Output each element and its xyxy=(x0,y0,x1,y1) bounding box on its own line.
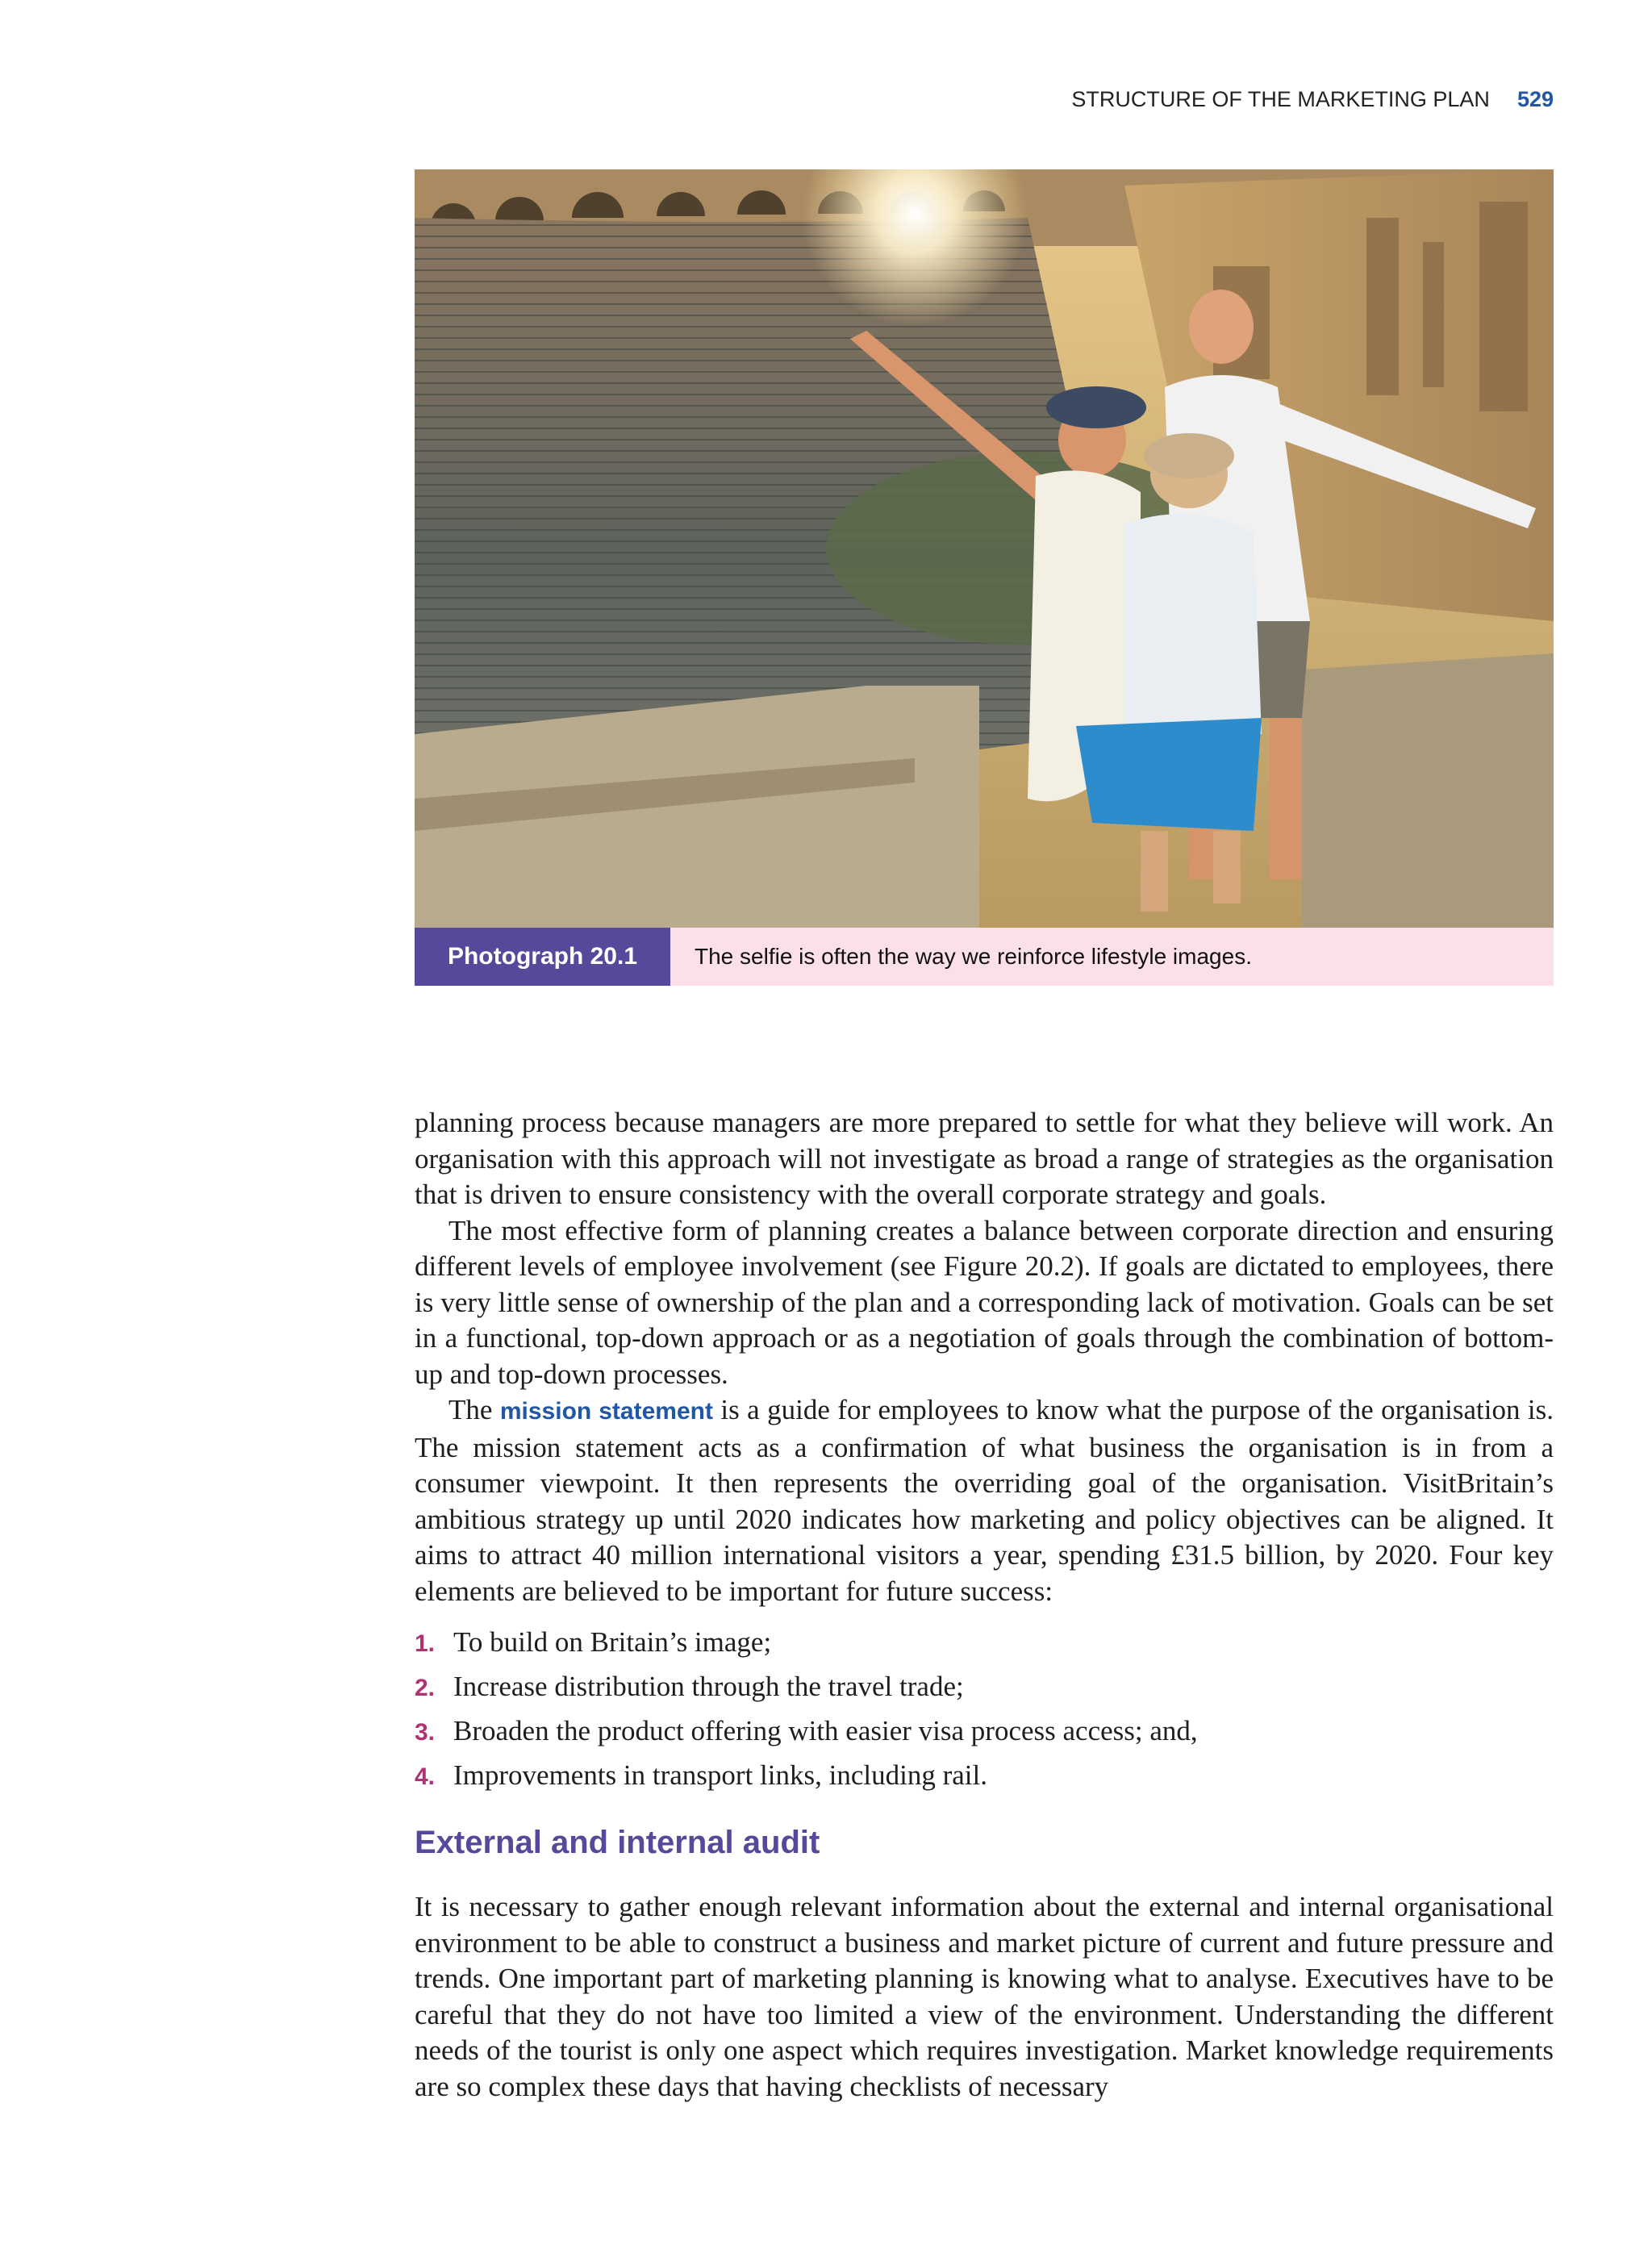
paragraph: It is necessary to gather enough relevant information about the external and internal organisational environment to be able to construct a business and market picture of current and future pressure and trends. One important part of marketing planning is knowing what to analyse. Executives have to be careful that they do not have too limited a view of the environment. Understanding the different needs of the tourist is only one aspect which requires investigation. Market knowledge requirements are so complex these days that having checklists of necessary xyxy=(415,1891,1554,2102)
list-number: 4. xyxy=(415,1763,436,1790)
key-term-mission-statement[interactable]: mission statement xyxy=(499,1398,713,1425)
list-number: 2. xyxy=(415,1675,436,1701)
paragraph-lead: The xyxy=(448,1394,493,1425)
list-text: To build on Britain’s image; xyxy=(453,1626,772,1658)
list-text: Improvements in transport links, including rail. xyxy=(453,1759,987,1791)
list-item xyxy=(415,1671,1554,1715)
paragraph-mission xyxy=(415,1392,1554,1609)
caption-label: Photograph 20.1 xyxy=(415,928,670,986)
caption-text: The selfie is often the way we reinforce lifestyle images. xyxy=(695,944,1252,969)
list-text: Increase distribution through the travel trade; xyxy=(453,1671,964,1702)
list-item xyxy=(415,1759,1554,1804)
paragraph-rest: is a guide for employees to know what the purpose of the organisation is. The mission statement acts as a confirmation of what business the organisation is in from a consumer viewpoint. It then represents the overriding goal of the organisation. VisitBritain’s ambitious strategy up until 2020 indicates how marketing and policy objectives can be aligned. It aims to attract 40 million international visitors a year, spending £31.5 billion, by 2020. Four key elements are believed to be important for future success: xyxy=(415,1394,1554,1607)
list-number: 3. xyxy=(415,1719,436,1746)
list-number: 1. xyxy=(415,1630,436,1657)
paragraph: The most effective form of planning creates a balance between corporate direction and ensuring different levels of employee involvement (see Figure 20.2). If goals are dictated to employees, there is very little sense of ownership of the plan and a corresponding lack of motivation. Goals can be set in a functional, top-down approach or as a negotiation of goals through the combination of bottom-up and top-down processes. xyxy=(415,1214,1554,1390)
list-text: Broaden the product offering with easier visa process access; and, xyxy=(453,1715,1198,1746)
photograph-illustration xyxy=(415,169,1554,928)
section-body xyxy=(415,1889,1554,2105)
list-item xyxy=(415,1715,1554,1759)
list-item xyxy=(415,1626,1554,1671)
running-head-title: STRUCTURE OF THE MARKETING PLAN xyxy=(1071,87,1490,111)
photo-caption xyxy=(415,928,1554,986)
section-heading: External and internal audit xyxy=(415,1825,820,1860)
body-text xyxy=(415,1105,1554,1609)
running-head xyxy=(1071,87,1554,112)
paragraph: planning process because managers are more prepared to settle for what they believe will work. An organisation with this approach will not investigate as broad a range of strategies as the organisation that is driven to ensure consistency with the overall corporate strategy and goals. xyxy=(415,1107,1554,1210)
numbered-list xyxy=(415,1626,1554,1804)
photograph xyxy=(415,169,1554,928)
page-number: 529 xyxy=(1516,87,1554,111)
